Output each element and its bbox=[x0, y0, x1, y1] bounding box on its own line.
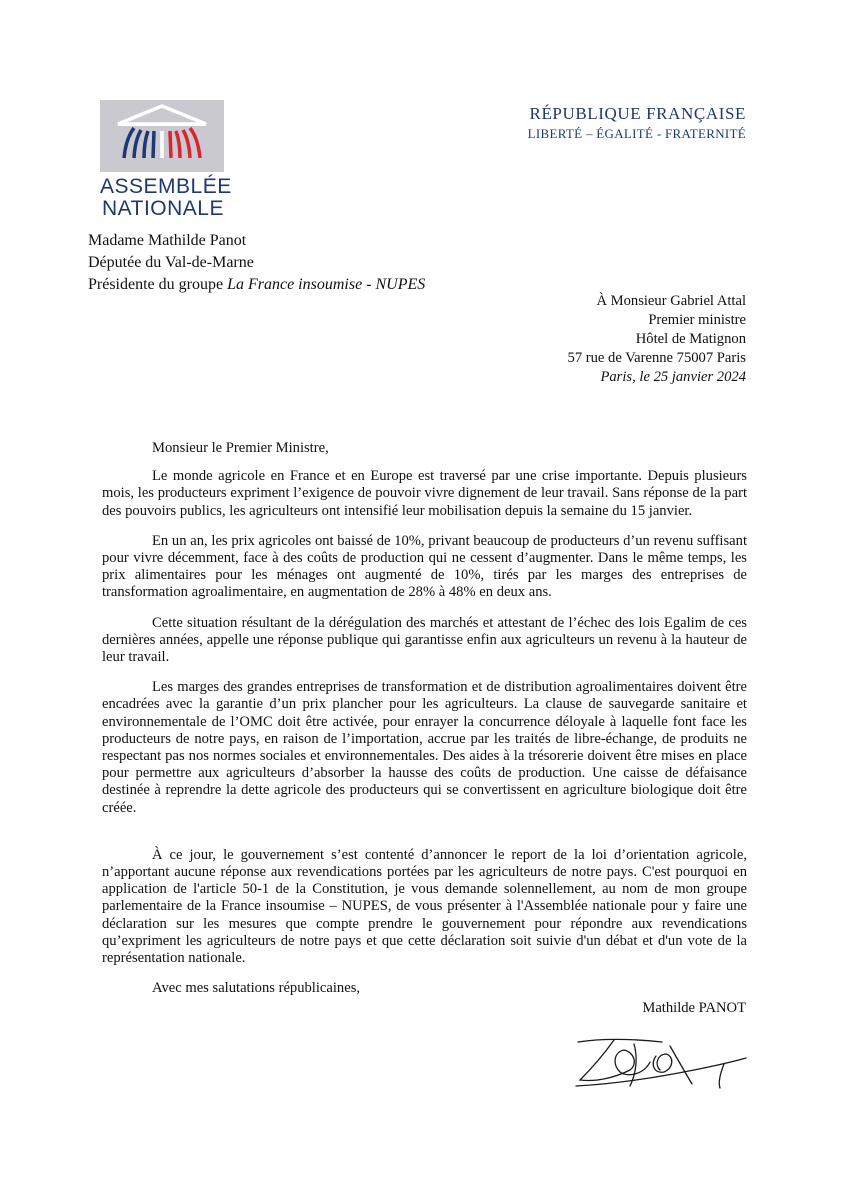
salutation: Monsieur le Premier Ministre, bbox=[152, 440, 329, 456]
assemblee-nationale-logo bbox=[100, 100, 232, 220]
sender-group-name: La France insoumise - NUPES bbox=[227, 276, 426, 293]
sender-group-prefix: Présidente du groupe bbox=[88, 276, 228, 293]
sender-group bbox=[88, 274, 425, 296]
recipient-line-2: Premier ministre bbox=[648, 312, 746, 328]
republic-motto: LIBERTÉ – ÉGALITÉ - FRATERNITÉ bbox=[527, 126, 746, 141]
recipient-line-4: 57 rue de Varenne 75007 Paris bbox=[567, 350, 746, 366]
paragraph-4: Les marges des grandes entreprises de transformation et de distribution agroalimentaires doivent être encadrées avec la garantie d’un prix plancher pour les agriculteurs. La clause de sauvegarde sanitaire et environnementale de l’OMC doit être activée, pour enrayer la concurrence déloyale à laquelle font face les producteurs de notre pays, en raison de l’importation, accrue par les traités de libre-échange, de produits ne respectant pas nos normes sociales et environnementales. Des aides à la trésorerie doivent être mises en place pour permettre aux agriculteurs d’absorber la hausse des coûts de production. Une caisse de défaisance destinée à reprendre la dette agricole des producteurs qui se convertissent en agriculture biologique doit être créée. bbox=[102, 679, 747, 816]
paragraph-3: Cette situation résultant de la dérégulation des marchés et attestant de l’échec des lois Egalim de ces dernières années, appelle une réponse publique qui garantisse enfin aux agriculteurs un revenu à la hauteur de leur travail. bbox=[102, 614, 747, 666]
sender-block bbox=[88, 230, 425, 296]
logo-line-2: NATIONALE bbox=[102, 197, 224, 220]
paragraph-1: Le monde agricole en France et en Europe est traversé par une crise importante. Depuis plusieurs mois, les producteurs expriment l’exigence de pouvoir vivre dignement de leur travail. Sans réponse de la part des pouvoirs publics, les agriculteurs ont intensifié leur mobilisation depuis la semaine du 15 janvier. bbox=[102, 468, 747, 519]
handwritten-signature bbox=[574, 1034, 750, 1094]
paragraph-5: À ce jour, le gouvernement s’est contenté d’annoncer le report de la loi d’orientation agricole, n’apportant aucune réponse aux revendications portées par les agriculteurs de notre pays. C'est pourquoi en application de l'article 50-1 de la Constitution, je vous demande solennellement, au nom de mon groupe parlementaire de la France insoumise – NUPES, de vous présenter à l'Assemblée nationale pour y faire une déclaration sur les mesures que compte prendre le gouvernement pour répondre aux revendications qu’expriment les agriculteurs de notre pays et que cette déclaration soit suivie d'un débat et d'un vote de la représentation nationale. bbox=[102, 846, 747, 967]
recipient-block bbox=[568, 292, 746, 387]
recipient-line-3: Hôtel de Matignon bbox=[635, 331, 746, 347]
signature-name: Mathilde PANOT bbox=[642, 1000, 746, 1016]
letter-date: Paris, le 25 janvier 2024 bbox=[600, 369, 746, 385]
sender-name: Madame Mathilde Panot bbox=[88, 232, 247, 249]
republic-title: RÉPUBLIQUE FRANÇAISE bbox=[529, 104, 746, 123]
closing: Avec mes salutations républicaines, bbox=[152, 980, 361, 997]
recipient-line-1: À Monsieur Gabriel Attal bbox=[596, 293, 746, 309]
republic-header bbox=[528, 104, 746, 142]
hemicycle-emblem-icon bbox=[100, 100, 224, 172]
sender-role: Députée du Val-de-Marne bbox=[88, 254, 254, 271]
paragraph-2: En un an, les prix agricoles ont baissé de 10%, privant beaucoup de producteurs d’un revenu suffisant pour vivre décemment, face à des coûts de production qui ne cessent d’augmenter. Dans le même temps, les prix alimentaires pour les ménages ont augmenté de 10%, tirés par les marges des entreprises de transformation agroalimentaire, en augmentation de 28% à 48% en deux ans. bbox=[102, 532, 747, 601]
logo-line-1: ASSEMBLÉE bbox=[100, 175, 232, 198]
letter-body bbox=[102, 440, 747, 1010]
